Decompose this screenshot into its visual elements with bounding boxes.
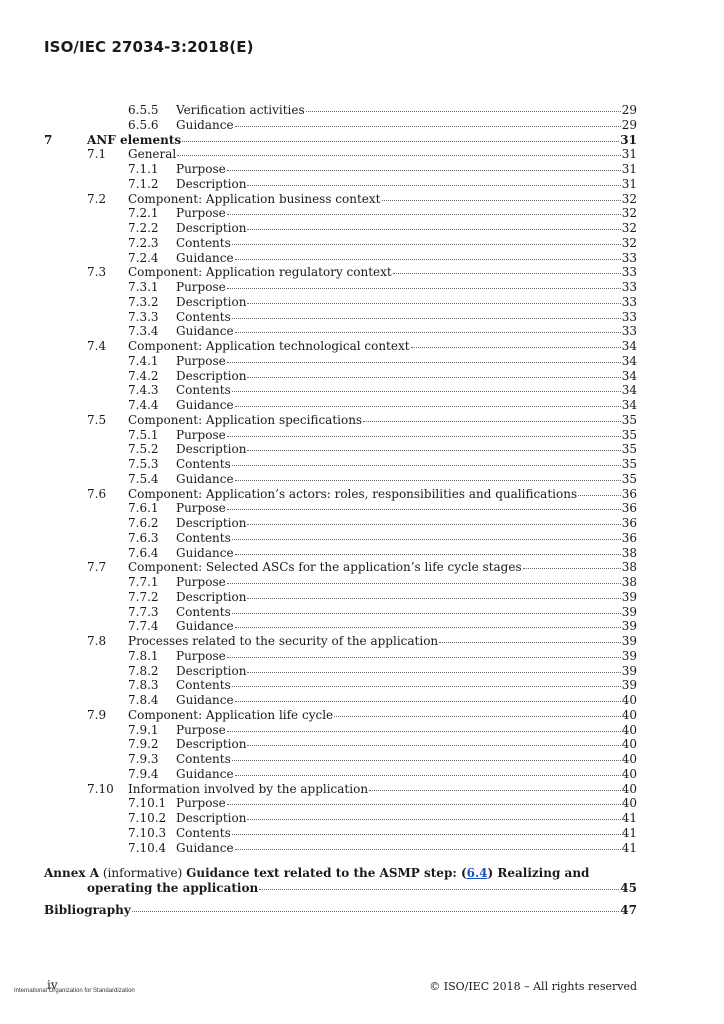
toc-number: 7.1.2	[128, 176, 159, 191]
toc-entry-7-3[interactable]	[87, 265, 637, 280]
dot-leader	[235, 258, 621, 260]
toc-page-number: 38	[621, 575, 637, 589]
toc-page-number: 41	[621, 825, 637, 840]
toc-title: Guidance	[176, 398, 234, 412]
toc-entry-7-9-1[interactable]	[128, 723, 637, 738]
dot-leader	[247, 184, 620, 186]
toc-number: 7.3	[87, 265, 107, 280]
toc-entry-7-10-2[interactable]	[128, 811, 637, 826]
toc-entry-7-8-2[interactable]	[128, 664, 637, 679]
toc-title: Guidance	[176, 619, 234, 634]
toc-page-number: 35	[621, 457, 637, 471]
toc-page-number: 41	[621, 811, 637, 825]
toc-page-number: 32	[621, 191, 637, 206]
toc-number: 7.6.1	[128, 501, 159, 516]
toc-page-number: 33	[621, 265, 637, 280]
toc-title: Description	[176, 516, 247, 530]
toc-page-number: 32	[621, 221, 637, 235]
toc-entry-7-3-4[interactable]	[128, 324, 637, 339]
toc-entry-7-10-1[interactable]	[128, 796, 637, 811]
toc-number: 7.10.3	[128, 825, 167, 840]
dot-leader	[306, 110, 621, 112]
toc-entry-7-2[interactable]	[87, 192, 637, 207]
dot-leader	[578, 494, 621, 496]
toc-entry-7-6-1[interactable]	[128, 501, 637, 516]
toc-title: Contents	[176, 530, 231, 545]
dot-leader	[227, 803, 621, 805]
toc-entry-7-2-2[interactable]	[128, 221, 637, 236]
dot-leader	[247, 228, 620, 230]
toc-number: 7.5.2	[128, 442, 159, 457]
toc-title: Description	[176, 176, 247, 191]
toc-number: 7.4.1	[128, 353, 159, 368]
toc-number: 7.6	[87, 486, 107, 501]
toc-title: Component: Application business context	[128, 191, 381, 206]
toc-number: 7.4.4	[128, 398, 159, 412]
toc-title: Guidance	[176, 545, 234, 560]
toc-entry-7-6-3[interactable]	[128, 531, 637, 546]
toc-page-number: 29	[621, 103, 637, 117]
footer-stamp: International Organization for Standardization	[14, 988, 135, 994]
toc-title: Purpose	[176, 501, 226, 516]
dot-leader	[235, 125, 621, 127]
toc-entry-7-8-4[interactable]	[128, 693, 637, 708]
dot-leader	[247, 523, 620, 525]
toc-title: Component: Application’s actors: roles, responsibilities and qualifications	[128, 486, 578, 501]
dot-leader	[235, 553, 621, 555]
toc-page-number: 40	[621, 722, 637, 737]
dot-leader	[247, 744, 620, 746]
toc-title: Description	[176, 221, 247, 235]
toc-page-number: 38	[621, 545, 637, 560]
toc-number: 7.10.4	[128, 840, 167, 855]
annex-page-number: 45	[620, 881, 637, 895]
bibliography-entry[interactable]	[44, 903, 637, 918]
toc-page-number: 39	[621, 648, 637, 663]
toc-entry-7-4-2[interactable]	[128, 369, 637, 384]
toc-title: Description	[176, 442, 247, 457]
toc-title: Contents	[176, 235, 231, 250]
toc-title: Component: Application life cycle	[128, 707, 334, 722]
toc-number: 7.8.2	[128, 663, 159, 678]
toc-page-number: 33	[621, 294, 637, 309]
toc-page-number: 39	[621, 663, 637, 678]
dot-leader	[247, 818, 620, 820]
toc-entry-7-5[interactable]	[87, 413, 637, 428]
toc-number: 7.7	[87, 560, 107, 575]
toc-number: 7.8.3	[128, 678, 159, 693]
toc-entry-7-4-4[interactable]	[128, 398, 637, 413]
toc-number: 7.5.3	[128, 457, 159, 471]
dot-leader	[232, 243, 621, 245]
toc-entry-7-9-4[interactable]	[128, 767, 637, 782]
toc-title: Purpose	[176, 796, 226, 811]
toc-page-number: 31	[621, 176, 637, 191]
toc-number: 7.8.4	[128, 693, 159, 707]
toc-number: 7.2.3	[128, 235, 159, 250]
dot-leader	[247, 597, 620, 599]
toc-page-number: 40	[621, 707, 637, 722]
toc-entry-7-7[interactable]	[87, 560, 637, 575]
footer-page-label: iv	[47, 978, 58, 992]
dot-leader	[182, 140, 619, 142]
toc-page-number: 35	[621, 427, 637, 442]
toc-number: 7.5.4	[128, 471, 159, 486]
toc-title: Processes related to the security of the application	[128, 634, 439, 648]
annex-clause-link[interactable]: 6.4	[466, 866, 488, 880]
toc-page-number: 39	[621, 634, 637, 648]
toc-title: Information involved by the application	[128, 781, 369, 796]
toc-number: 7.4.2	[128, 368, 159, 383]
toc-page-number: 34	[621, 368, 637, 383]
toc-number: 7.9	[87, 707, 107, 722]
toc-page-number: 40	[621, 766, 637, 781]
toc-number: 7.4	[87, 339, 107, 353]
toc-number: 7.2.1	[128, 206, 159, 221]
toc-entry-7-6-2[interactable]	[128, 516, 637, 531]
toc-entry-7-5-3[interactable]	[128, 457, 637, 472]
toc-page-number: 40	[621, 737, 637, 752]
toc-number: 6.5.6	[128, 117, 159, 132]
toc-entry-7-10-3[interactable]	[128, 826, 637, 841]
toc-title: Contents	[176, 825, 231, 840]
dot-leader	[227, 582, 621, 584]
toc-number: 7.3.3	[128, 309, 159, 324]
toc-title: Description	[176, 368, 247, 383]
toc-page-number: 34	[621, 339, 637, 353]
toc-number: 7.3.1	[128, 280, 159, 294]
toc-number: 7.9.4	[128, 766, 159, 781]
toc-title: Purpose	[176, 353, 226, 368]
dot-leader	[232, 390, 621, 392]
dot-leader	[235, 774, 621, 776]
toc-title: Guidance	[176, 840, 234, 855]
toc-page-number: 38	[621, 560, 637, 575]
toc-entry-7-8-3[interactable]	[128, 678, 637, 693]
toc-page-number: 32	[621, 206, 637, 221]
toc-page-number: 31	[621, 162, 637, 176]
toc-title: Purpose	[176, 427, 226, 442]
toc-page-number: 34	[621, 398, 637, 412]
toc-title: Contents	[176, 752, 231, 766]
dot-leader	[411, 346, 621, 348]
toc-page-number: 36	[621, 530, 637, 545]
dot-leader	[439, 641, 621, 643]
dot-leader	[232, 685, 621, 687]
annex-a-entry[interactable]	[44, 866, 589, 881]
toc-number: 7.10	[87, 781, 114, 796]
toc-title: Guidance	[176, 693, 234, 707]
dot-leader	[393, 272, 621, 274]
toc-entry-7-4-1[interactable]	[128, 354, 637, 369]
dot-leader	[227, 287, 621, 289]
toc-page-number: 33	[621, 309, 637, 324]
toc-number: 7.6.4	[128, 545, 159, 560]
toc-page-number: 32	[621, 235, 637, 250]
toc-title: Component: Application regulatory context	[128, 265, 392, 280]
toc-title: ANF elements	[87, 132, 182, 147]
toc-entry-7-4[interactable]	[87, 339, 637, 354]
toc-entry-7[interactable]	[44, 133, 637, 148]
dot-leader	[235, 700, 621, 702]
toc-entry-7-3-1[interactable]	[128, 280, 637, 295]
toc-number: 7.7.1	[128, 575, 159, 589]
toc-entry-7-2-4[interactable]	[128, 251, 637, 266]
toc-entry-6-5-6[interactable]	[128, 118, 637, 133]
toc-title: Contents	[176, 604, 231, 619]
dot-leader	[363, 420, 621, 422]
toc-title: Contents	[176, 678, 231, 693]
toc-entry-7-7-1[interactable]	[128, 575, 637, 590]
dot-leader	[232, 538, 621, 540]
toc-title: Description	[176, 737, 247, 752]
toc-title: Guidance	[176, 471, 234, 486]
toc-page-number: 35	[621, 471, 637, 486]
toc-entry-7-7-2[interactable]	[128, 590, 637, 605]
toc-number: 7.1.1	[128, 162, 159, 176]
toc-page-number: 34	[621, 383, 637, 398]
toc-number: 7.10.1	[128, 796, 167, 811]
footer-copyright: © ISO/IEC 2018 – All rights reserved	[429, 980, 637, 993]
toc-entry-7-9-3[interactable]	[128, 752, 637, 767]
dot-leader	[247, 302, 620, 304]
toc-number: 7.9.2	[128, 737, 159, 752]
toc-number: 7.7.2	[128, 589, 159, 604]
toc-page-number: 40	[621, 752, 637, 766]
toc-entry-7-2-3[interactable]	[128, 236, 637, 251]
toc-entry-7-8[interactable]	[87, 634, 637, 649]
toc-number: 7.6.2	[128, 516, 159, 530]
toc-number: 7.5	[87, 412, 107, 427]
dot-leader	[227, 730, 621, 732]
document-header: ISO/IEC 27034-3:2018(E)	[44, 38, 254, 56]
dot-leader	[232, 759, 621, 761]
toc-page-number: 39	[621, 589, 637, 604]
toc-title: Contents	[176, 383, 231, 398]
toc-number: 6.5.5	[128, 103, 159, 117]
dot-leader	[232, 464, 621, 466]
toc-entry-7-2-1[interactable]	[128, 206, 637, 221]
toc-title: Guidance	[176, 324, 234, 339]
dot-leader	[227, 435, 621, 437]
toc-page-number: 35	[621, 412, 637, 427]
toc-page-number: 33	[621, 280, 637, 294]
annex-label: Annex A	[44, 866, 100, 880]
toc-number: 7.2	[87, 191, 107, 206]
toc-entry-7-6-4[interactable]	[128, 546, 637, 561]
toc-title: Purpose	[176, 648, 226, 663]
dot-leader	[132, 910, 620, 912]
dot-leader	[334, 715, 621, 717]
toc-title: Purpose	[176, 206, 226, 221]
toc-number: 7.4.3	[128, 383, 159, 398]
toc-page-number: 33	[621, 324, 637, 339]
toc-number: 7.9.1	[128, 722, 159, 737]
annex-title-part1: Guidance text related to the ASMP step: (	[186, 866, 467, 880]
dot-leader	[232, 833, 621, 835]
toc-page-number: 40	[621, 796, 637, 811]
toc-entry-7-7-3[interactable]	[128, 605, 637, 620]
toc-title: Purpose	[176, 280, 226, 294]
toc-title: General	[128, 147, 177, 162]
dot-leader	[382, 199, 621, 201]
toc-title: Purpose	[176, 575, 226, 589]
toc-title: Component: Application technological context	[128, 339, 410, 353]
annex-a-entry-line2[interactable]	[87, 881, 637, 896]
dot-leader	[227, 656, 621, 658]
toc-title: Component: Application specifications	[128, 412, 363, 427]
toc-number: 7.1	[87, 147, 107, 162]
toc-number: 7.7.3	[128, 604, 159, 619]
dot-leader	[232, 317, 621, 319]
toc-page-number: 34	[621, 353, 637, 368]
dot-leader	[369, 789, 621, 791]
bibliography-page-number: 47	[620, 903, 637, 917]
toc-title: Guidance	[176, 117, 234, 132]
toc-number: 7	[44, 132, 53, 147]
toc-title: Guidance	[176, 250, 234, 265]
toc-number: 7.3.4	[128, 324, 159, 339]
toc-page-number: 31	[621, 147, 637, 162]
toc-page-number: 39	[621, 604, 637, 619]
toc-title: Description	[176, 294, 247, 309]
dot-leader	[235, 405, 621, 407]
toc-title: Contents	[176, 457, 231, 471]
toc-page-number: 39	[621, 678, 637, 693]
dot-leader	[235, 479, 621, 481]
toc-entry-7-3-2[interactable]	[128, 295, 637, 310]
toc-entry-7-1-1[interactable]	[128, 162, 637, 177]
toc-number: 7.8	[87, 634, 107, 648]
toc-entry-7-6[interactable]	[87, 487, 637, 502]
toc-entry-7-1[interactable]	[87, 147, 637, 162]
toc-number: 7.3.2	[128, 294, 159, 309]
dot-leader	[227, 508, 621, 510]
dot-leader	[232, 612, 621, 614]
dot-leader	[235, 848, 621, 850]
toc-title: Description	[176, 663, 247, 678]
toc-title: Description	[176, 811, 247, 825]
toc-title: Guidance	[176, 766, 234, 781]
toc-number: 7.6.3	[128, 530, 159, 545]
toc-entry-7-7-4[interactable]	[128, 619, 637, 634]
toc-entry-7-9[interactable]	[87, 708, 637, 723]
toc-page-number: 40	[621, 781, 637, 796]
dot-leader	[247, 376, 620, 378]
toc-number: 7.5.1	[128, 427, 159, 442]
toc-entry-6-5-5[interactable]	[128, 103, 637, 118]
toc-title: Verification activities	[176, 103, 305, 117]
toc-page-number: 36	[621, 486, 637, 501]
dot-leader	[227, 213, 621, 215]
toc-entry-7-4-3[interactable]	[128, 383, 637, 398]
toc-number: 7.8.1	[128, 648, 159, 663]
annex-title-line2: operating the application	[87, 881, 259, 895]
toc-page-number: 29	[621, 117, 637, 132]
toc-title: Component: Selected ASCs for the application’s life cycle stages	[128, 560, 522, 575]
toc-title: Purpose	[176, 162, 226, 176]
toc-entry-7-10[interactable]	[87, 782, 637, 797]
toc-number: 7.2.4	[128, 250, 159, 265]
toc-page-number: 35	[621, 442, 637, 457]
toc-page-number: 36	[621, 501, 637, 516]
toc-number: 7.7.4	[128, 619, 159, 634]
dot-leader	[235, 331, 621, 333]
dot-leader	[235, 626, 621, 628]
toc-number: 7.9.3	[128, 752, 159, 766]
annex-type: (informative)	[102, 866, 183, 880]
dot-leader	[247, 449, 620, 451]
toc-title: Description	[176, 589, 247, 604]
dot-leader	[177, 154, 620, 156]
annex-title-part2: ) Realizing and	[487, 866, 590, 880]
toc-entry-7-9-2[interactable]	[128, 737, 637, 752]
dot-leader	[259, 888, 619, 890]
toc-entry-7-1-2[interactable]	[128, 177, 637, 192]
toc-number: 7.2.2	[128, 221, 159, 235]
dot-leader	[227, 361, 621, 363]
toc-title: Contents	[176, 309, 231, 324]
toc-title: Purpose	[176, 722, 226, 737]
toc-number: 7.10.2	[128, 811, 167, 825]
toc-entry-7-5-4[interactable]	[128, 472, 637, 487]
toc-page-number: 31	[620, 132, 637, 147]
dot-leader	[523, 567, 621, 569]
toc-page-number: 40	[621, 693, 637, 707]
toc-entry-7-3-3[interactable]	[128, 310, 637, 325]
toc-entry-7-5-1[interactable]	[128, 428, 637, 443]
toc-page-number: 39	[621, 619, 637, 634]
toc-entry-7-8-1[interactable]	[128, 649, 637, 664]
dot-leader	[227, 169, 621, 171]
toc-entry-7-10-4[interactable]	[128, 841, 637, 856]
toc-entry-7-5-2[interactable]	[128, 442, 637, 457]
dot-leader	[247, 671, 620, 673]
toc-page-number: 41	[621, 840, 637, 855]
bibliography-title: Bibliography	[44, 903, 131, 917]
toc-page-number: 36	[621, 516, 637, 530]
toc-page-number: 33	[621, 250, 637, 265]
